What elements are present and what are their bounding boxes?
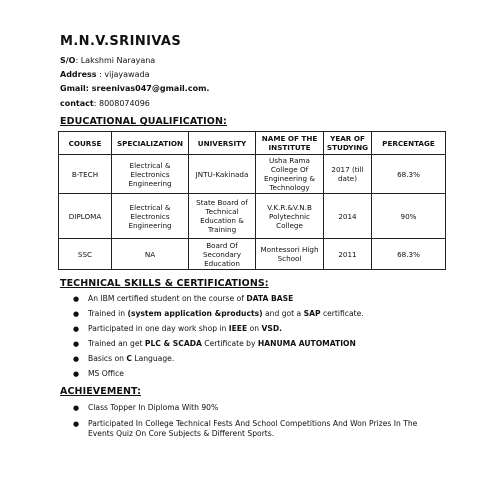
list-item: ● Trained an get PLC & SCADA Certificate by HANUMA AUTOMATION <box>73 339 356 348</box>
table-cell: State Board of Technical Education & Training <box>189 194 256 239</box>
table-row <box>59 194 446 239</box>
bullet-icon: ● <box>73 355 80 363</box>
parent-line <box>60 56 155 65</box>
col-header-institute: NAME OF THE INSTITUTE <box>256 132 324 155</box>
list-item: ● Trained in (system application &products) and got a SAP certificate. <box>73 309 364 318</box>
bullet-icon: ● <box>73 340 80 348</box>
list-item: ● Participated In College Technical Fests And School Competitions And Won Prizes In The Events Quiz On Core Subjects & Different Sports. <box>73 419 418 438</box>
list-item: ● Class Topper In Diploma With 90% <box>73 403 219 412</box>
col-header-course: COURSE <box>59 132 112 155</box>
table-cell: Montessori High School <box>256 239 324 270</box>
table-cell: Electrical & Electronics Engineering <box>112 155 189 194</box>
contact-value: : 8008074096 <box>93 99 150 108</box>
so-label: S/O <box>60 56 76 65</box>
achievement-heading: ACHIEVEMENT: <box>60 386 141 397</box>
bullet-icon: ● <box>73 370 80 378</box>
so-value: : Lakshmi Narayana <box>75 56 156 65</box>
table-cell: Board Of Secondary Education <box>189 239 256 270</box>
table-cell: JNTU-Kakinada <box>189 155 256 194</box>
address-label: Address <box>60 70 97 79</box>
gmail-value: : sreenivas047@gmail.com. <box>85 84 210 93</box>
list-item: ● MS Office <box>73 369 124 378</box>
table-row <box>59 239 446 270</box>
table-cell: DIPLOMA <box>59 194 112 239</box>
table-cell: 68.3% <box>372 239 446 270</box>
bullet-icon: ● <box>73 404 80 412</box>
list-item: ● Participated in one day work shop in IEEE on VSD. <box>73 324 283 333</box>
table-cell: NA <box>112 239 189 270</box>
bullet-icon: ● <box>73 295 80 303</box>
table-cell: 2014 <box>324 194 372 239</box>
skills-heading: TECHNICAL SKILLS & CERTIFICATIONS: <box>60 278 269 289</box>
bullet-icon: ● <box>73 325 80 333</box>
table-cell: Usha Rama College Of Engineering & Technology <box>256 155 324 194</box>
table-cell: 2011 <box>324 239 372 270</box>
col-header-percentage: PERCENTAGE <box>372 132 446 155</box>
table-cell: 68.3% <box>372 155 446 194</box>
candidate-name: M.N.V.SRINIVAS <box>60 34 182 49</box>
col-header-university: UNIVERSITY <box>189 132 256 155</box>
gmail-line <box>60 84 209 93</box>
col-header-year: YEAR OF STUDYING <box>324 132 372 155</box>
achievement-list <box>70 403 417 439</box>
table-header-row <box>59 132 446 155</box>
address-value: : vijayawada <box>99 70 150 79</box>
table-cell: 90% <box>372 194 446 239</box>
gmail-label: Gmail <box>60 84 86 93</box>
education-heading: EDUCATIONAL QUALIFICATION: <box>60 116 227 127</box>
table-cell: 2017 (till date) <box>324 155 372 194</box>
contact-line <box>60 99 150 108</box>
skills-list <box>70 294 364 379</box>
table-row <box>59 155 446 194</box>
list-item: ● An IBM certified student on the course of DATA BASE <box>73 294 294 303</box>
table-cell: Electrical & Electronics Engineering <box>112 194 189 239</box>
bullet-icon: ● <box>73 420 80 428</box>
list-item: ● Basics on C Language. <box>73 354 175 363</box>
education-table <box>58 131 446 270</box>
contact-label: contact <box>60 99 94 108</box>
address-line <box>60 70 149 79</box>
table-cell: V.K.R.&V.N.B Polytechnic College <box>256 194 324 239</box>
table-cell: B-TECH <box>59 155 112 194</box>
col-header-specialization: SPECIALIZATION <box>112 132 189 155</box>
table-cell: SSC <box>59 239 112 270</box>
bullet-icon: ● <box>73 310 80 318</box>
